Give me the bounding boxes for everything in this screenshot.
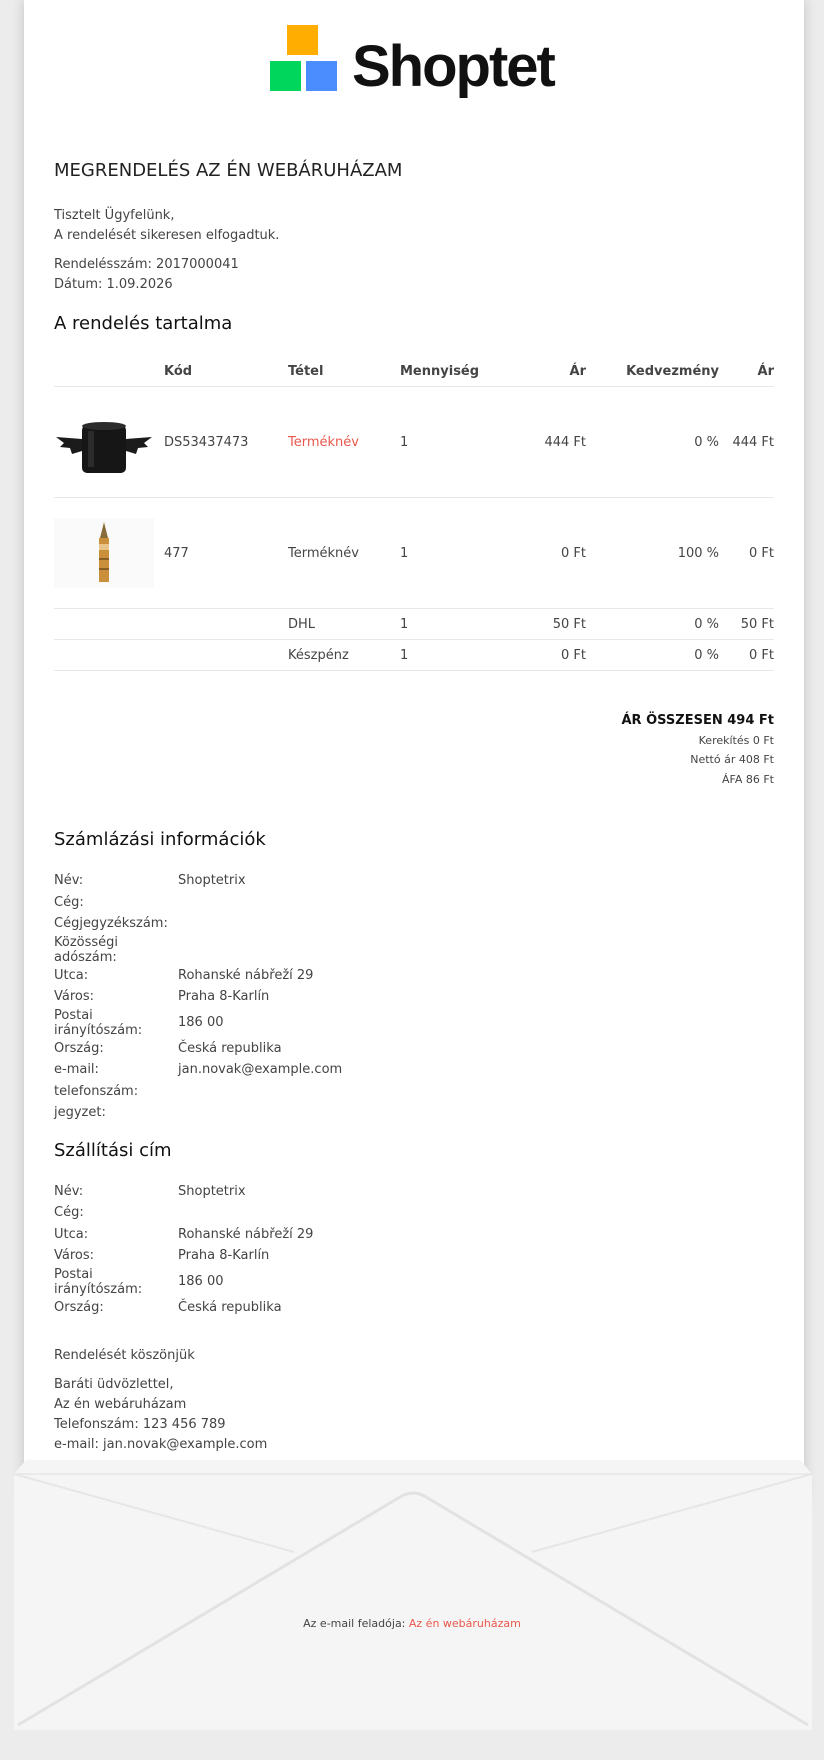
col-total: Ár xyxy=(719,356,774,387)
order-totals xyxy=(54,711,774,789)
shop-phone: Telefonszám: 123 456 789 xyxy=(54,1417,226,1432)
extra-total: 0 Ft xyxy=(719,640,774,671)
table-row-shipping xyxy=(54,609,774,640)
product-qty: 1 xyxy=(400,498,500,609)
shipping-label: Ország: xyxy=(54,1299,104,1315)
extra-name: DHL xyxy=(288,609,400,640)
email-content xyxy=(54,160,774,1455)
billing-row xyxy=(54,1102,342,1124)
billing-label: Név: xyxy=(54,873,84,889)
extra-price: 50 Ft xyxy=(500,609,586,640)
rounding: Kerekítés 0 Ft xyxy=(698,733,774,747)
sender-link[interactable]: Az én webáruházam xyxy=(408,1617,521,1630)
shipping-heading: Szállítási cím xyxy=(54,1139,172,1161)
billing-label: Ország: xyxy=(54,1040,104,1056)
product-code: 477 xyxy=(164,498,288,609)
shipping-row xyxy=(54,1267,313,1297)
order-number: Rendelésszám: 2017000041 xyxy=(54,257,239,272)
shipping-label: Cég: xyxy=(54,1205,84,1221)
logo-orange-square xyxy=(287,25,318,55)
product-code: DS53437473 xyxy=(164,387,288,498)
billing-row xyxy=(54,965,342,987)
extra-qty: 1 xyxy=(400,609,500,640)
sender-label: Az e-mail feladója: xyxy=(303,1617,406,1630)
shipping-row xyxy=(54,1245,313,1267)
billing-heading: Számlázási információk xyxy=(54,829,266,850)
col-code: Kód xyxy=(164,356,288,387)
shop-name: Az én webáruházam xyxy=(54,1397,187,1412)
col-quantity: Mennyiség xyxy=(400,356,500,387)
order-date: Dátum: 1.09.2026 xyxy=(54,277,173,292)
extra-total: 50 Ft xyxy=(719,609,774,640)
shipping-value: 186 00 xyxy=(178,1274,224,1289)
extra-price: 0 Ft xyxy=(500,640,586,671)
table-row xyxy=(54,498,774,609)
billing-value xyxy=(178,913,342,935)
grand-total: ÁR ÖSSZESEN 494 Ft xyxy=(621,713,774,728)
order-title: MEGRENDELÉS AZ ÉN WEBÁRUHÁZAM xyxy=(54,160,403,181)
billing-label: telefonszám: xyxy=(54,1083,139,1099)
billing-value xyxy=(178,1102,342,1124)
email-footer xyxy=(0,1617,824,1630)
shipping-label: Város: xyxy=(54,1248,95,1264)
billing-table xyxy=(54,870,342,1124)
product-discount: 0 % xyxy=(586,387,719,498)
logo-blue-square xyxy=(306,61,337,91)
shipping-value xyxy=(178,1202,313,1224)
shipping-value: Rohanské nábřeží 29 xyxy=(178,1226,314,1242)
regards-text: Baráti üdvözlettel, xyxy=(54,1377,174,1392)
billing-label: Cég: xyxy=(54,894,84,910)
table-header-row xyxy=(54,356,774,387)
shipping-value: Shoptetrix xyxy=(178,1183,246,1199)
shipping-value: Česká republika xyxy=(178,1299,282,1315)
col-discount: Kedvezmény xyxy=(586,356,719,387)
billing-row xyxy=(54,1081,342,1103)
shipping-row xyxy=(54,1297,313,1319)
billing-label: jegyzet: xyxy=(54,1105,106,1121)
billing-row xyxy=(54,892,342,914)
billing-value xyxy=(178,892,342,914)
shipping-row xyxy=(54,1202,313,1224)
billing-value: Rohanské nábřeží 29 xyxy=(178,967,314,983)
logo-green-square xyxy=(270,61,301,91)
shipping-label: Utca: xyxy=(54,1226,89,1242)
shipping-table xyxy=(54,1181,313,1319)
product-name: Terméknév xyxy=(288,498,400,609)
email-paper xyxy=(24,0,804,1500)
product-price: 0 Ft xyxy=(500,498,586,609)
envelope-decoration xyxy=(14,1460,812,1730)
billing-label: e-mail: xyxy=(54,1062,99,1078)
billing-value xyxy=(178,935,342,965)
billing-value: 186 00 xyxy=(178,1015,224,1030)
billing-label: Cégjegyzékszám: xyxy=(54,916,168,932)
col-item: Tétel xyxy=(288,356,400,387)
billing-row xyxy=(54,1038,342,1060)
billing-row xyxy=(54,986,342,1008)
batman-mug-image[interactable] xyxy=(54,407,154,477)
net-price: Nettó ár 408 Ft xyxy=(690,753,774,766)
shipping-row xyxy=(54,1224,313,1246)
product-discount: 100 % xyxy=(586,498,719,609)
thanks-text: Rendelését köszönjük xyxy=(54,1348,195,1363)
shipping-label: Név: xyxy=(54,1183,84,1199)
shipping-row xyxy=(54,1181,313,1203)
product-qty: 1 xyxy=(400,387,500,498)
col-image xyxy=(54,356,164,387)
contents-heading: A rendelés tartalma xyxy=(54,313,233,334)
product-total: 0 Ft xyxy=(719,498,774,609)
billing-row xyxy=(54,870,342,892)
shop-email: e-mail: jan.novak@example.com xyxy=(54,1437,268,1452)
logo-wordmark: Shoptet xyxy=(352,34,554,99)
billing-value: Praha 8-Karlín xyxy=(178,989,270,1005)
col-price: Ár xyxy=(500,356,586,387)
greeting: Tisztelt Ügyfelünk, xyxy=(54,208,175,223)
shoptet-logo xyxy=(270,25,570,101)
billing-label: Postai irányítószám: xyxy=(54,1007,143,1038)
product-price: 444 Ft xyxy=(500,387,586,498)
shipping-value: Praha 8-Karlín xyxy=(178,1248,270,1264)
table-row-payment xyxy=(54,640,774,671)
extra-name: Készpénz xyxy=(288,640,400,671)
accepted-text: A rendelését sikeresen elfogadtuk. xyxy=(54,228,280,243)
billing-row xyxy=(54,935,342,965)
extra-discount: 0 % xyxy=(586,609,719,640)
billing-value: Shoptetrix xyxy=(178,873,246,889)
extra-discount: 0 % xyxy=(586,640,719,671)
billing-label: Város: xyxy=(54,989,95,1005)
table-row xyxy=(54,387,774,498)
billing-label: Közösségi adószám: xyxy=(54,934,119,965)
order-items-table xyxy=(54,356,774,671)
billing-value xyxy=(178,1081,342,1103)
big-ben-model-image xyxy=(54,518,154,588)
billing-value: Česká republika xyxy=(178,1040,282,1056)
product-name-link[interactable]: Terméknév xyxy=(288,434,359,450)
billing-value: jan.novak@example.com xyxy=(178,1062,343,1078)
billing-row xyxy=(54,913,342,935)
extra-qty: 1 xyxy=(400,640,500,671)
billing-row xyxy=(54,1059,342,1081)
product-total: 444 Ft xyxy=(719,387,774,498)
billing-row xyxy=(54,1008,342,1038)
vat: ÁFA 86 Ft xyxy=(722,772,774,786)
shipping-label: Postai irányítószám: xyxy=(54,1266,143,1297)
billing-label: Utca: xyxy=(54,967,89,983)
